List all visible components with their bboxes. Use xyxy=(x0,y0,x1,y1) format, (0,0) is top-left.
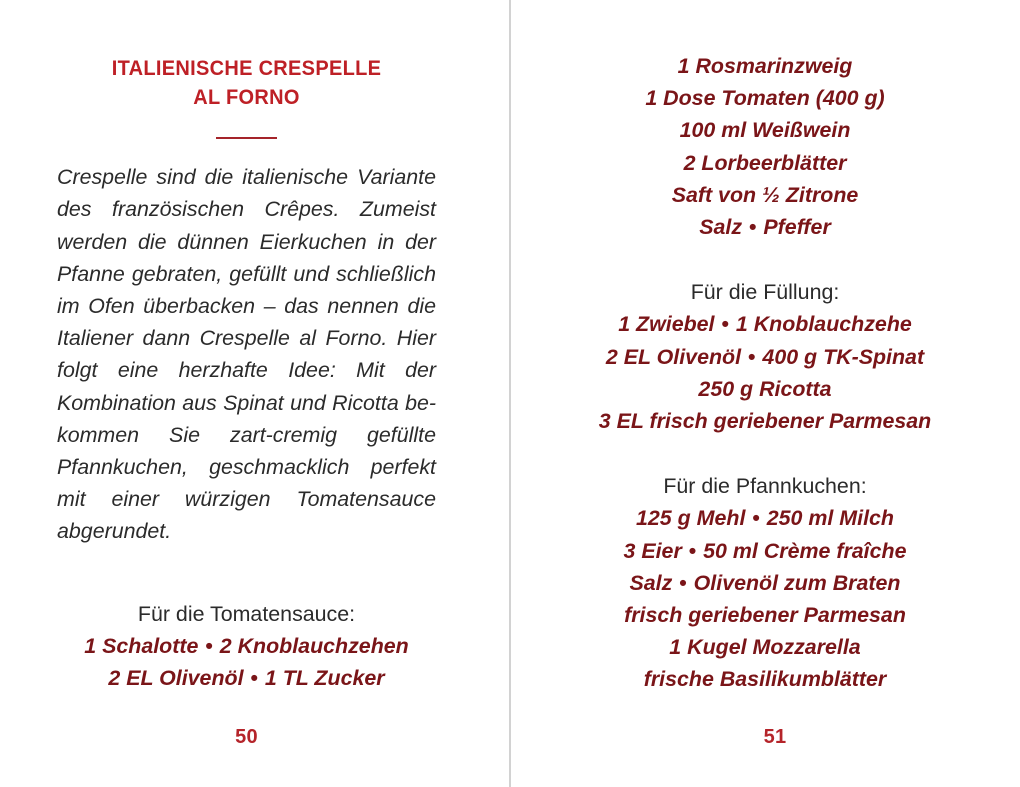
ingredient-text: Salz xyxy=(699,215,743,240)
ingredient-line xyxy=(530,373,1000,405)
ingredient-line xyxy=(530,535,1000,567)
ingredient-text: frisch geriebener Parmesan xyxy=(624,603,906,628)
ingredient-block-pancakes xyxy=(530,437,1000,695)
bullet-separator-icon: • xyxy=(742,344,762,369)
ingredient-block-heading: Für die Tomatensauce: xyxy=(137,601,356,626)
ingredient-text: Saft von ½ Zitrone xyxy=(671,182,859,207)
ingredient-line xyxy=(530,211,1000,243)
ingredient-line xyxy=(530,599,1000,631)
ingredient-line xyxy=(530,663,1000,695)
ingredient-line xyxy=(57,662,436,694)
page-number-right: 51 xyxy=(763,726,787,748)
ingredient-text: 3 Eier xyxy=(623,538,682,563)
bullet-separator-icon: • xyxy=(199,633,219,658)
ingredient-line-list xyxy=(530,50,1000,243)
ingredient-text: 1 Knoblauchzehe xyxy=(735,312,912,337)
ingredient-text: 1 TL Zucker xyxy=(264,666,385,691)
ingredient-line-list xyxy=(530,502,1000,695)
ingredient-text: Pfeffer xyxy=(763,215,831,240)
ingredient-block-tomato-sauce xyxy=(57,548,436,695)
bullet-separator-icon: • xyxy=(682,538,703,563)
ingredient-text: 3 EL frisch geriebener Parmesan xyxy=(598,409,932,434)
ingredient-block-heading: Für die Pfannkuchen: xyxy=(663,474,867,499)
page-title xyxy=(70,0,422,111)
ingredient-text: Salz xyxy=(629,570,673,595)
ingredient-text: 1 Zwiebel xyxy=(618,312,715,337)
ingredient-text: 1 Kugel Mozzarella xyxy=(669,635,861,660)
ingredient-text: 2 Lorbeerblätter xyxy=(683,150,847,175)
ingredient-text: 1 Rosmarinzweig xyxy=(677,54,853,78)
ingredient-text: 2 EL Olivenöl xyxy=(108,666,244,691)
ingredient-line xyxy=(530,567,1000,599)
ingredient-text: 400 g TK-Spinat xyxy=(762,344,925,369)
ingredient-line xyxy=(530,502,1000,534)
ingredient-line xyxy=(530,179,1000,211)
ingredient-line-list xyxy=(530,308,1000,437)
right-page xyxy=(510,0,1020,787)
ingredient-line xyxy=(530,308,1000,340)
ingredient-text: 50 ml Crème fraîche xyxy=(703,538,907,563)
ingredient-text: 2 EL Olivenöl xyxy=(605,344,742,369)
ingredient-block-filling xyxy=(530,243,1000,437)
recipe-title-line-1: ITALIENISCHE CRESPELLE xyxy=(111,56,382,80)
ingredient-line-list xyxy=(57,630,436,694)
ingredient-line xyxy=(530,405,1000,437)
ingredient-text: 250 g Ricotta xyxy=(698,376,832,401)
ingredient-text: 100 ml Weißwein xyxy=(679,118,851,143)
ingredient-line xyxy=(530,50,1000,82)
ingredient-text: 1 Schalotte xyxy=(84,633,199,658)
ingredient-line xyxy=(57,630,436,662)
bullet-separator-icon: • xyxy=(746,506,766,531)
bullet-separator-icon: • xyxy=(743,215,763,240)
recipe-title-line-2: AL FORNO xyxy=(193,84,300,109)
ingredient-text: frische Basilikumblätter xyxy=(643,667,887,692)
bullet-separator-icon: • xyxy=(673,570,693,595)
ingredient-line xyxy=(530,631,1000,663)
page-number-left: 50 xyxy=(235,726,258,748)
ingredient-line xyxy=(530,82,1000,114)
bullet-separator-icon: • xyxy=(244,666,264,691)
ingredient-text: 125 g Mehl xyxy=(636,506,746,531)
ingredient-text: 1 Dose Tomaten (400 g) xyxy=(645,86,885,111)
intro-paragraph: Crespelle sind die italienische Variante des französischen Crêpes. Zumeist werden die dünnen Eierkuchen in der Pfanne gebraten, gefüllt und schließlich im Ofen überbacken – das nennen die Italiener dann Crespelle al Forno. Hier folgt eine herzhafte Idee: Mit der Kombination aus Spinat und Ricotta bekommen Sie zart-cremig gefüllte Pfannkuchen, geschmacklich perfekt mit einer würzigen Tomatensauce abgerundet. xyxy=(57,165,436,544)
ingredient-line xyxy=(530,114,1000,146)
ingredient-text: 2 Knoblauchzehen xyxy=(219,633,409,658)
ingredient-block-sauce-continued xyxy=(530,0,1000,243)
title-rule-container xyxy=(57,111,436,144)
ingredient-block-heading: Für die Füllung: xyxy=(690,280,840,305)
bullet-separator-icon: • xyxy=(715,312,735,337)
title-divider-rule xyxy=(216,137,277,139)
left-page-content xyxy=(0,0,510,694)
ingredient-text: Olivenöl zum Braten xyxy=(693,570,901,595)
ingredient-line xyxy=(530,341,1000,373)
ingredient-text: 250 ml Milch xyxy=(766,506,894,531)
ingredient-line xyxy=(530,147,1000,179)
right-page-content xyxy=(510,0,1020,696)
